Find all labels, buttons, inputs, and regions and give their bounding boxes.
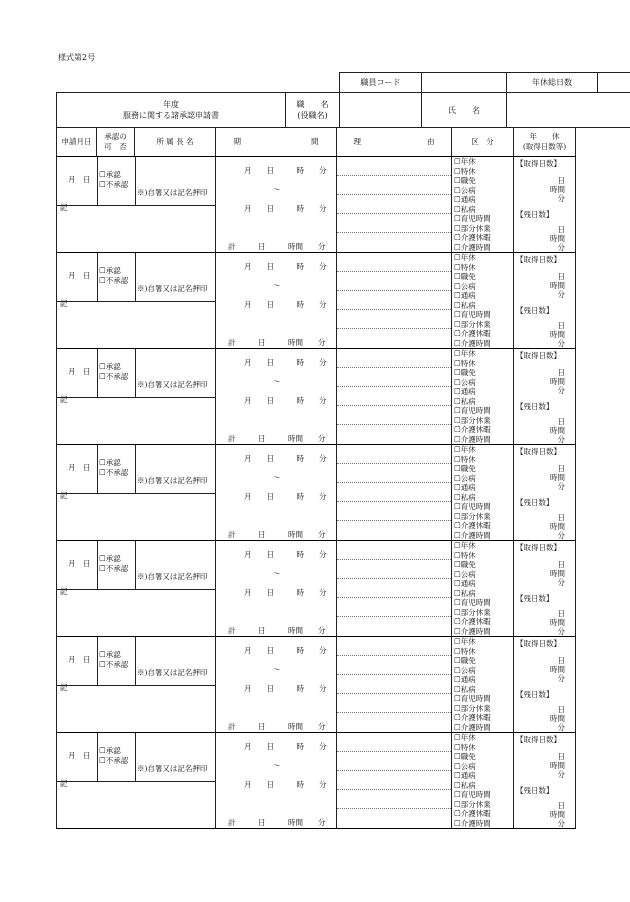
memo-label: 記 (60, 491, 68, 500)
period-from: 月 日 時 分 (244, 358, 327, 367)
month-day-label: 月 日 (68, 175, 91, 184)
leave-days-cell (514, 541, 575, 636)
chief-name-cell[interactable] (135, 445, 216, 494)
name-label: 氏 名 (422, 93, 507, 128)
period-tilde: 〜 (273, 377, 281, 386)
col-date: 申請月日 (57, 128, 97, 157)
taken-days-label: 【取得日数】 (516, 543, 561, 552)
taken-unit-min: 分 (557, 386, 565, 395)
category-option[interactable]: ☐特休 (454, 262, 476, 272)
remaining-unit-day: 日 (557, 609, 565, 618)
application-row (57, 253, 576, 349)
category-option[interactable]: ☐私病 (454, 588, 476, 598)
period-tilde: 〜 (273, 665, 281, 674)
period-cell[interactable] (216, 733, 336, 828)
remaining-unit-min: 分 (557, 435, 565, 444)
category-list (452, 253, 513, 348)
col-leave (514, 128, 576, 157)
col-approval-2: 可 否 (104, 142, 127, 151)
period-from: 月 日 時 分 (244, 454, 327, 463)
category-option[interactable]: ☐育児時間 (454, 406, 491, 415)
request-date-cell[interactable] (57, 253, 98, 302)
taken-unit-min: 分 (557, 674, 565, 683)
period-to: 月 日 時 分 (244, 300, 327, 309)
period-total: 計 日 時間 分 (228, 626, 326, 635)
category-option[interactable]: ☐職免 (454, 464, 476, 473)
approve-checkbox[interactable]: ☐承認 (99, 266, 121, 275)
col-reason-2: 由 (427, 137, 435, 146)
taken-unit-hour: 時間 (550, 377, 565, 386)
chief-note: ※)自署又は記名押印 (137, 380, 208, 389)
col-category: 区 分 (452, 128, 514, 157)
category-option[interactable]: ☐通病 (454, 195, 476, 204)
remaining-days-label: 【残日数】 (516, 786, 554, 795)
chief-name-cell[interactable] (135, 253, 216, 302)
category-option[interactable]: ☐特休 (454, 550, 476, 560)
remaining-days-label: 【残日数】 (516, 498, 554, 507)
month-day-label: 月 日 (68, 367, 91, 376)
taken-days-label: 【取得日数】 (516, 639, 561, 648)
category-option[interactable]: ☐年休 (454, 253, 476, 262)
period-from: 月 日 時 分 (244, 166, 327, 175)
period-total: 計 日 時間 分 (228, 434, 326, 443)
remaining-unit-min: 分 (557, 723, 565, 732)
col-approval-1: 承認の (104, 132, 127, 141)
remaining-unit-hour: 時間 (550, 810, 565, 819)
col-period-2: 間 (311, 137, 319, 146)
category-option[interactable]: ☐部分休業 (454, 511, 491, 521)
category-list (452, 733, 513, 828)
period-to: 月 日 時 分 (244, 492, 327, 501)
period-cell[interactable] (216, 157, 336, 252)
period-total: 計 日 時間 分 (228, 818, 326, 827)
period-total: 計 日 時間 分 (228, 530, 326, 539)
col-period-1: 期 (233, 137, 241, 146)
category-option[interactable]: ☐部分休業 (454, 415, 491, 425)
taken-unit-hour: 時間 (550, 761, 565, 770)
reason-cell[interactable] (337, 253, 451, 348)
period-to: 月 日 時 分 (244, 780, 327, 789)
category-option[interactable]: ☐通病 (454, 387, 476, 396)
period-tilde: 〜 (273, 185, 281, 194)
leave-days-cell (514, 157, 575, 252)
category-option[interactable]: ☐介護時間 (454, 530, 491, 540)
remaining-unit-min: 分 (557, 243, 565, 252)
taken-unit-day: 日 (557, 752, 565, 761)
chief-name-cell[interactable] (135, 637, 216, 686)
category-option[interactable]: ☐年休 (454, 349, 476, 358)
category-option[interactable]: ☐介護休暇 (454, 809, 491, 818)
month-day-label: 月 日 (68, 271, 91, 280)
chief-name-cell[interactable] (135, 541, 216, 590)
category-option[interactable]: ☐特休 (454, 454, 476, 464)
disapprove-checkbox[interactable]: ☐不承認 (99, 276, 129, 285)
name-field[interactable] (507, 93, 630, 128)
category-option[interactable]: ☐介護時間 (454, 434, 491, 444)
category-option[interactable]: ☐育児時間 (454, 694, 491, 703)
period-cell[interactable] (216, 637, 336, 732)
taken-unit-min: 分 (557, 578, 565, 587)
category-option[interactable]: ☐介護時間 (454, 722, 491, 732)
period-tilde: 〜 (273, 569, 281, 578)
category-option[interactable]: ☐特休 (454, 166, 476, 176)
approve-checkbox[interactable]: ☐承認 (99, 170, 121, 179)
category-list (452, 637, 513, 732)
category-option[interactable]: ☐育児時間 (454, 502, 491, 511)
taken-unit-day: 日 (557, 176, 565, 185)
approval-cell (97, 637, 136, 686)
category-option[interactable]: ☐通病 (454, 483, 476, 492)
taken-unit-min: 分 (557, 482, 565, 491)
approval-cell (97, 349, 136, 398)
leave-days-cell (514, 349, 575, 444)
category-option[interactable]: ☐職免 (454, 368, 476, 377)
approval-cell (97, 445, 136, 494)
category-option[interactable]: ☐特休 (454, 358, 476, 368)
taken-days-label: 【取得日数】 (516, 159, 561, 168)
year-label: 年度 (163, 100, 179, 109)
category-option[interactable]: ☐職免 (454, 656, 476, 665)
period-cell[interactable] (216, 445, 336, 540)
period-total: 計 日 時間 分 (228, 338, 326, 347)
position-field[interactable] (340, 93, 422, 128)
header-table (56, 72, 630, 128)
category-option[interactable]: ☐介護時間 (454, 242, 491, 252)
taken-unit-min: 分 (557, 290, 565, 299)
period-total: 計 日 時間 分 (228, 242, 326, 251)
category-option[interactable]: ☐部分休業 (454, 223, 491, 233)
remaining-days-label: 【残日数】 (516, 210, 554, 219)
remaining-days-label: 【残日数】 (516, 690, 554, 699)
approve-checkbox[interactable]: ☐承認 (99, 362, 121, 371)
category-option[interactable]: ☐年休 (454, 541, 476, 550)
chief-note: ※)自署又は記名押印 (137, 284, 208, 293)
request-date-cell[interactable] (57, 157, 98, 206)
approve-checkbox[interactable]: ☐承認 (99, 458, 121, 467)
category-option[interactable]: ☐介護時間 (454, 626, 491, 636)
request-date-cell[interactable] (57, 733, 98, 782)
approval-cell (97, 541, 136, 590)
remaining-unit-hour: 時間 (550, 618, 565, 627)
application-row (57, 349, 576, 445)
category-option[interactable]: ☐公病 (454, 569, 476, 579)
col-approval (97, 128, 135, 157)
taken-unit-min: 分 (557, 194, 565, 203)
form-title: 服務に関する諸承認申請書 (123, 111, 219, 120)
application-row (57, 541, 576, 637)
disapprove-checkbox[interactable]: ☐不承認 (99, 564, 129, 573)
taken-unit-day: 日 (557, 464, 565, 473)
remaining-unit-hour: 時間 (550, 426, 565, 435)
approve-checkbox[interactable]: ☐承認 (99, 650, 121, 659)
period-tilde: 〜 (273, 281, 281, 290)
disapprove-checkbox[interactable]: ☐不承認 (99, 468, 129, 477)
period-tilde: 〜 (273, 761, 281, 770)
period-to: 月 日 時 分 (244, 588, 327, 597)
disapprove-checkbox[interactable]: ☐不承認 (99, 180, 129, 189)
application-table (56, 127, 576, 829)
remaining-unit-day: 日 (557, 417, 565, 426)
category-option[interactable]: ☐公病 (454, 281, 476, 291)
category-option[interactable]: ☐介護休暇 (454, 521, 491, 530)
category-option[interactable]: ☐公病 (454, 377, 476, 387)
category-option[interactable]: ☐公病 (454, 185, 476, 195)
remaining-unit-hour: 時間 (550, 522, 565, 531)
month-day-label: 月 日 (68, 655, 91, 664)
category-option[interactable]: ☐介護休暇 (454, 617, 491, 626)
taken-days-label: 【取得日数】 (516, 447, 561, 456)
category-option[interactable]: ☐特休 (454, 742, 476, 752)
remaining-unit-hour: 時間 (550, 330, 565, 339)
category-list (452, 445, 513, 540)
memo-label: 記 (60, 587, 68, 596)
request-date-cell[interactable] (57, 445, 98, 494)
period-to: 月 日 時 分 (244, 396, 327, 405)
category-option[interactable]: ☐年休 (454, 157, 476, 166)
taken-unit-hour: 時間 (550, 473, 565, 482)
remaining-unit-day: 日 (557, 801, 565, 810)
col-leave-2: (取得日数等) (522, 142, 567, 151)
col-period (216, 128, 337, 157)
category-option[interactable]: ☐部分休業 (454, 703, 491, 713)
category-option[interactable]: ☐介護時間 (454, 818, 491, 828)
category-option[interactable]: ☐私病 (454, 780, 476, 790)
category-option[interactable]: ☐通病 (454, 291, 476, 300)
category-option[interactable]: ☐私病 (454, 396, 476, 406)
category-option[interactable]: ☐私病 (454, 300, 476, 310)
disapprove-checkbox[interactable]: ☐不承認 (99, 756, 129, 765)
category-option[interactable]: ☐職免 (454, 272, 476, 281)
category-option[interactable]: ☐育児時間 (454, 310, 491, 319)
category-option[interactable]: ☐介護休暇 (454, 233, 491, 242)
category-option[interactable]: ☐年休 (454, 637, 476, 646)
employee-code-field[interactable] (422, 73, 507, 93)
remaining-unit-day: 日 (557, 321, 565, 330)
category-option[interactable]: ☐部分休業 (454, 607, 491, 617)
period-from: 月 日 時 分 (244, 646, 327, 655)
chief-note: ※)自署又は記名押印 (137, 572, 208, 581)
category-option[interactable]: ☐部分休業 (454, 319, 491, 329)
taken-days-label: 【取得日数】 (516, 255, 561, 264)
remaining-days-label: 【残日数】 (516, 594, 554, 603)
leave-days-cell (514, 253, 575, 348)
position-label: 職 名 (296, 100, 329, 109)
approval-cell (97, 733, 136, 782)
reason-cell[interactable] (337, 733, 451, 828)
employee-code-label: 職員コード (340, 73, 422, 93)
month-day-label: 月 日 (68, 463, 91, 472)
category-option[interactable]: ☐部分休業 (454, 799, 491, 809)
reason-cell[interactable] (337, 637, 451, 732)
category-option[interactable]: ☐私病 (454, 492, 476, 502)
taken-unit-day: 日 (557, 368, 565, 377)
taken-unit-day: 日 (557, 272, 565, 281)
memo-label: 記 (60, 683, 68, 692)
category-option[interactable]: ☐私病 (454, 684, 476, 694)
reason-cell[interactable] (337, 349, 451, 444)
remaining-days-label: 【残日数】 (516, 306, 554, 315)
taken-unit-day: 日 (557, 656, 565, 665)
category-option[interactable]: ☐年休 (454, 733, 476, 742)
reason-cell[interactable] (337, 157, 451, 252)
request-date-cell[interactable] (57, 349, 98, 398)
remaining-unit-min: 分 (557, 531, 565, 540)
request-date-cell[interactable] (57, 541, 98, 590)
taken-unit-hour: 時間 (550, 665, 565, 674)
category-option[interactable]: ☐公病 (454, 665, 476, 675)
category-list (452, 541, 513, 636)
chief-name-cell[interactable] (135, 733, 216, 782)
total-leave-field[interactable] (598, 73, 630, 93)
approval-cell (97, 157, 136, 206)
category-option[interactable]: ☐通病 (454, 675, 476, 684)
chief-note: ※)自署又は記名押印 (137, 476, 208, 485)
category-option[interactable]: ☐育児時間 (454, 598, 491, 607)
col-reason (337, 128, 452, 157)
approve-checkbox[interactable]: ☐承認 (99, 746, 121, 755)
reason-cell[interactable] (337, 445, 451, 540)
category-list (452, 157, 513, 252)
application-row (57, 637, 576, 733)
reason-cell[interactable] (337, 541, 451, 636)
remaining-unit-min: 分 (557, 819, 565, 828)
taken-days-label: 【取得日数】 (516, 351, 561, 360)
category-option[interactable]: ☐公病 (454, 761, 476, 771)
category-list (452, 349, 513, 444)
period-from: 月 日 時 分 (244, 262, 327, 271)
application-row (57, 445, 576, 541)
remaining-unit-hour: 時間 (550, 234, 565, 243)
chief-note: ※)自署又は記名押印 (137, 668, 208, 677)
chief-name-cell[interactable] (135, 157, 216, 206)
memo-label: 記 (60, 299, 68, 308)
taken-unit-hour: 時間 (550, 281, 565, 290)
period-cell[interactable] (216, 253, 336, 348)
period-to: 月 日 時 分 (244, 204, 327, 213)
month-day-label: 月 日 (68, 559, 91, 568)
taken-unit-hour: 時間 (550, 185, 565, 194)
remaining-unit-hour: 時間 (550, 714, 565, 723)
chief-note: ※)自署又は記名押印 (137, 764, 208, 773)
taken-days-label: 【取得日数】 (516, 735, 561, 744)
memo-label: 記 (60, 779, 68, 788)
category-option[interactable]: ☐公病 (454, 473, 476, 483)
month-day-label: 月 日 (68, 751, 91, 760)
category-option[interactable]: ☐特休 (454, 646, 476, 656)
disapprove-checkbox[interactable]: ☐不承認 (99, 372, 129, 381)
remaining-unit-day: 日 (557, 513, 565, 522)
leave-days-cell (514, 445, 575, 540)
chief-note: ※)自署又は記名押印 (137, 188, 208, 197)
period-total: 計 日 時間 分 (228, 722, 326, 731)
category-option[interactable]: ☐介護時間 (454, 338, 491, 348)
application-row (57, 733, 576, 829)
category-option[interactable]: ☐育児時間 (454, 790, 491, 799)
col-reason-1: 理 (353, 137, 361, 146)
period-cell[interactable] (216, 349, 336, 444)
category-option[interactable]: ☐通病 (454, 579, 476, 588)
leave-days-cell (514, 637, 575, 732)
category-option[interactable]: ☐介護休暇 (454, 713, 491, 722)
approve-checkbox[interactable]: ☐承認 (99, 554, 121, 563)
category-option[interactable]: ☐育児時間 (454, 214, 491, 223)
position-label-cell (286, 93, 340, 128)
category-option[interactable]: ☐私病 (454, 204, 476, 214)
col-leave-1: 年 休 (529, 132, 560, 141)
category-option[interactable]: ☐年休 (454, 445, 476, 454)
total-leave-label: 年休総日数 (507, 73, 598, 93)
disapprove-checkbox[interactable]: ☐不承認 (99, 660, 129, 669)
taken-unit-day: 日 (557, 560, 565, 569)
leave-days-cell (514, 733, 575, 828)
category-option[interactable]: ☐職免 (454, 560, 476, 569)
category-option[interactable]: ☐介護休暇 (454, 425, 491, 434)
category-option[interactable]: ☐介護休暇 (454, 329, 491, 338)
taken-unit-hour: 時間 (550, 569, 565, 578)
approval-cell (97, 253, 136, 302)
remaining-unit-min: 分 (557, 339, 565, 348)
remaining-days-label: 【残日数】 (516, 402, 554, 411)
memo-label: 記 (60, 203, 68, 212)
application-row (57, 157, 576, 253)
category-option[interactable]: ☐職免 (454, 752, 476, 761)
remaining-unit-min: 分 (557, 627, 565, 636)
title-cell (57, 93, 286, 128)
chief-name-cell[interactable] (135, 349, 216, 398)
memo-label: 記 (60, 395, 68, 404)
remaining-unit-day: 日 (557, 225, 565, 234)
period-from: 月 日 時 分 (244, 550, 327, 559)
remaining-unit-day: 日 (557, 705, 565, 714)
taken-unit-min: 分 (557, 770, 565, 779)
period-tilde: 〜 (273, 473, 281, 482)
category-option[interactable]: ☐通病 (454, 771, 476, 780)
period-from: 月 日 時 分 (244, 742, 327, 751)
col-chief: 所 属 長 名 (135, 128, 216, 157)
position-sub-label: (役職名) (297, 111, 328, 120)
period-cell[interactable] (216, 541, 336, 636)
request-date-cell[interactable] (57, 637, 98, 686)
form-number: 様式第2号 (58, 53, 96, 62)
period-to: 月 日 時 分 (244, 684, 327, 693)
category-option[interactable]: ☐職免 (454, 176, 476, 185)
